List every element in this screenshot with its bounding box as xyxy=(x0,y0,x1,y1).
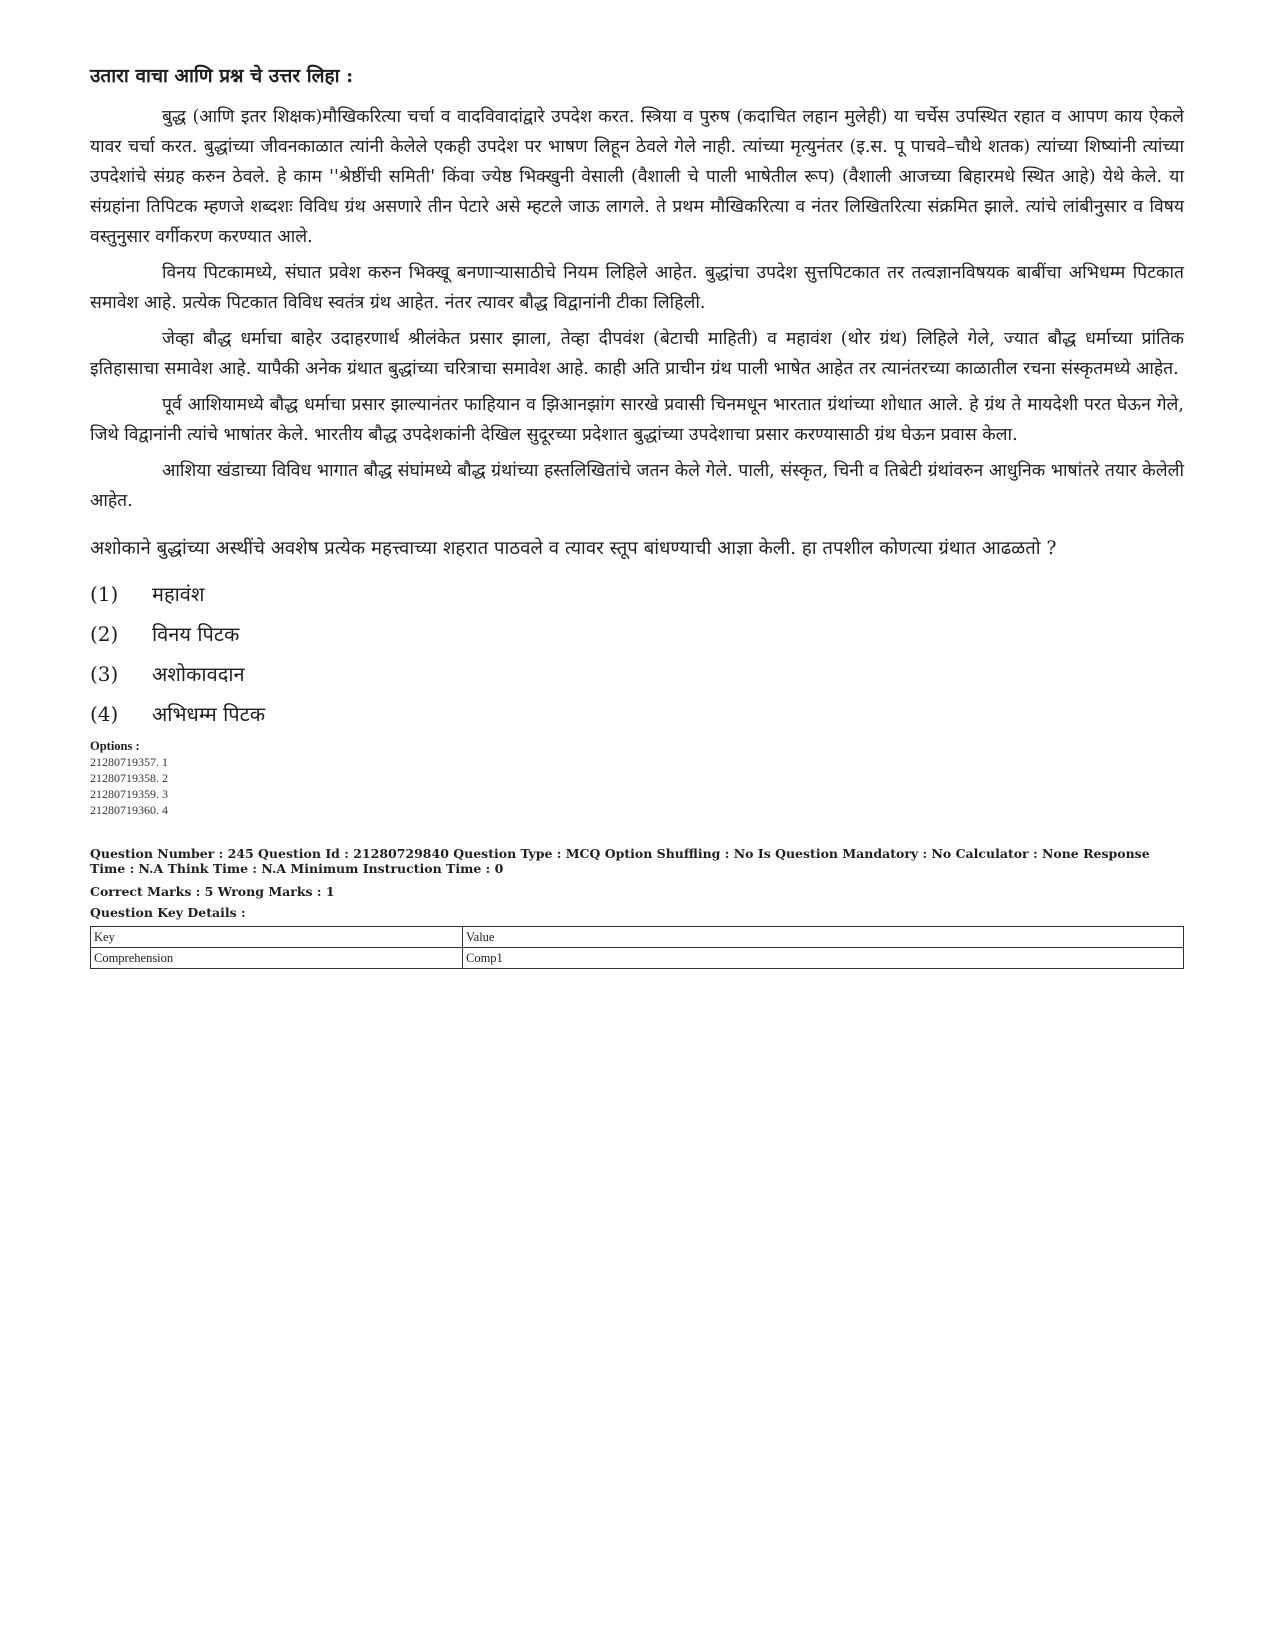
passage-paragraph-3: जेव्हा बौद्ध धर्माचा बाहेर उदाहरणार्थ श्रीलंकेत प्रसार झाला, तेव्हा दीपवंश (बेटाची माहिती) व महावंश (थोर ग्रंथ) लिहिले गेले, ज्यात बौद्ध धर्माच्या प्रांतिक इतिहासाचा समावेश आहे. यापैकी अनेक ग्रंथात बुद्धांच्या चरित्राचा समावेश आहे. काही अति प्राचीन ग्रंथ पाली भाषेत आहेत तर त्यानंतरच्या काळातील रचना संस्कृतमध्ये आहेत. xyxy=(90,329,1184,379)
passage-paragraph-1: बुद्ध (आणि इतर शिक्षक)मौखिकरित्या चर्चा व वादविवादांद्वारे उपदेश करत. स्त्रिया व पुरुष (कदाचित लहान मुलेही) या चर्चेस उपस्थित रहात व आपण काय ऐकले यावर चर्चा करत. बुद्धांच्या जीवनकाळात त्यांनी केलेले एकही उपदेश पर भाषण लिहून ठेवले गेले नाही. त्यांच्या मृत्युनंतर (इ.स. पू पाचवे–चौथे शतक) त्यांच्या शिष्यांनी त्यांच्या उपदेशांचे संग्रह करुन ठेवले. हे काम ''श्रेष्ठींची समिती' किंवा ज्येष्ठ भिक्खुनी वेसाली (वैशाली चे पाली भाषेतील रूप) (वैशाली आजच्या बिहारमधे स्थित आहे) येथे केले. या संग्रहांना तिपिटक म्हणजे शब्दशः विविध ग्रंथ असणारे तीन पेटारे असे म्हटले जाऊ लागले. ते प्रथम मौखिकरित्या व नंतर लिखितरित्या संक्रमित झाले. त्यांचे लांबीनुसार व विषय वस्तुनुसार वर्गीकरण करण्यात आले. xyxy=(90,107,1185,247)
option-text: अशोकावदान xyxy=(152,662,245,686)
key-details-table xyxy=(90,926,1184,969)
passage-heading: उतारा वाचा आणि प्रश्न चे उत्तर लिहा : xyxy=(90,65,354,87)
passage-paragraph-4: पूर्व आशियामध्ये बौद्ध धर्माचा प्रसार झाल्यानंतर फाहियान व झिआनझांग सारखे प्रवासी चिनमधून भारतात ग्रंथांच्या शोधात आले. हे ग्रंथ ते मायदेशी परत घेऊन गेले, जिथे विद्वानांनी त्यांचे भाषांतर केले. भारतीय बौद्ध उपदेशकांनी देखिल सुदूरच्या प्रदेशात बुद्धांच्या उपदेशाचा प्रसार करण्यासाठी ग्रंथ घेऊन प्रवास केला. xyxy=(90,395,1184,445)
table-header-key: Key xyxy=(91,927,463,948)
answer-option-4 xyxy=(90,694,1184,734)
question-text: अशोकाने बुद्धांच्या अस्थींचे अवशेष प्रत्येक महत्त्वाच्या शहरात पाठवले व त्यावर स्तूप बांधण्याची आज्ञा केली. हा तपशील कोणत्या ग्रंथात आढळतो ? xyxy=(90,538,1057,559)
option-text: महावंश xyxy=(152,582,205,606)
option-number: (3) xyxy=(90,662,119,686)
table-header-row xyxy=(91,927,1184,948)
table-row xyxy=(91,948,1184,969)
option-id-1: 21280719357. 1 xyxy=(90,755,168,769)
document-page xyxy=(90,62,1184,969)
option-number: (2) xyxy=(90,622,119,646)
answer-option-3 xyxy=(90,654,1184,694)
passage-paragraph-5: आशिया खंडाच्या विविध भागात बौद्ध संघांमध्ये बौद्ध ग्रंथांच्या हस्तलिखितांचे जतन केले गेले. पाली, संस्कृत, चिनी व तिबेटी ग्रंथांवरुन आधुनिक भाषांतरे तयार केलेली आहेत. xyxy=(90,461,1184,511)
answer-options xyxy=(90,574,1184,734)
option-id-4: 21280719360. 4 xyxy=(90,803,168,817)
answer-option-1 xyxy=(90,574,1184,614)
table-header-value: Value xyxy=(463,927,1184,948)
passage-paragraph-2: विनय पिटकामध्ये, संघात प्रवेश करुन भिक्खू बनणाऱ्यासाठीचे नियम लिहिले आहेत. बुद्धांचा उपदेश सुत्तपिटकात तर तत्वज्ञानविषयक बाबींचा अभिधम्म पिटकात समावेश आहे. प्रत्येक पिटकात विविध स्वतंत्र ग्रंथ आहेत. नंतर त्यावर बौद्ध विद्वानांनी टीका लिहिली. xyxy=(90,263,1184,313)
option-text: अभिधम्म पिटक xyxy=(152,702,266,726)
option-id-2: 21280719358. 2 xyxy=(90,771,168,785)
answer-option-2 xyxy=(90,614,1184,654)
table-cell-key: Comprehension xyxy=(91,948,463,969)
table-cell-value: Comp1 xyxy=(463,948,1184,969)
option-number: (4) xyxy=(90,702,119,726)
option-ids-block xyxy=(90,738,1184,818)
option-number: (1) xyxy=(90,582,119,606)
option-id-3: 21280719359. 3 xyxy=(90,787,168,801)
marks-info: Correct Marks : 5 Wrong Marks : 1 xyxy=(90,884,335,899)
question-info: Question Number : 245 Question Id : 21280729840 Question Type : MCQ Option Shuffling : No Is Question Mandatory : No Calculator : None Response Time : N.A Think Time : N.A Minimum Instruction Time : 0 xyxy=(90,846,1150,876)
options-title: Options : xyxy=(90,739,140,753)
option-text: विनय पिटक xyxy=(152,622,240,646)
key-details-title: Question Key Details : xyxy=(90,905,246,920)
